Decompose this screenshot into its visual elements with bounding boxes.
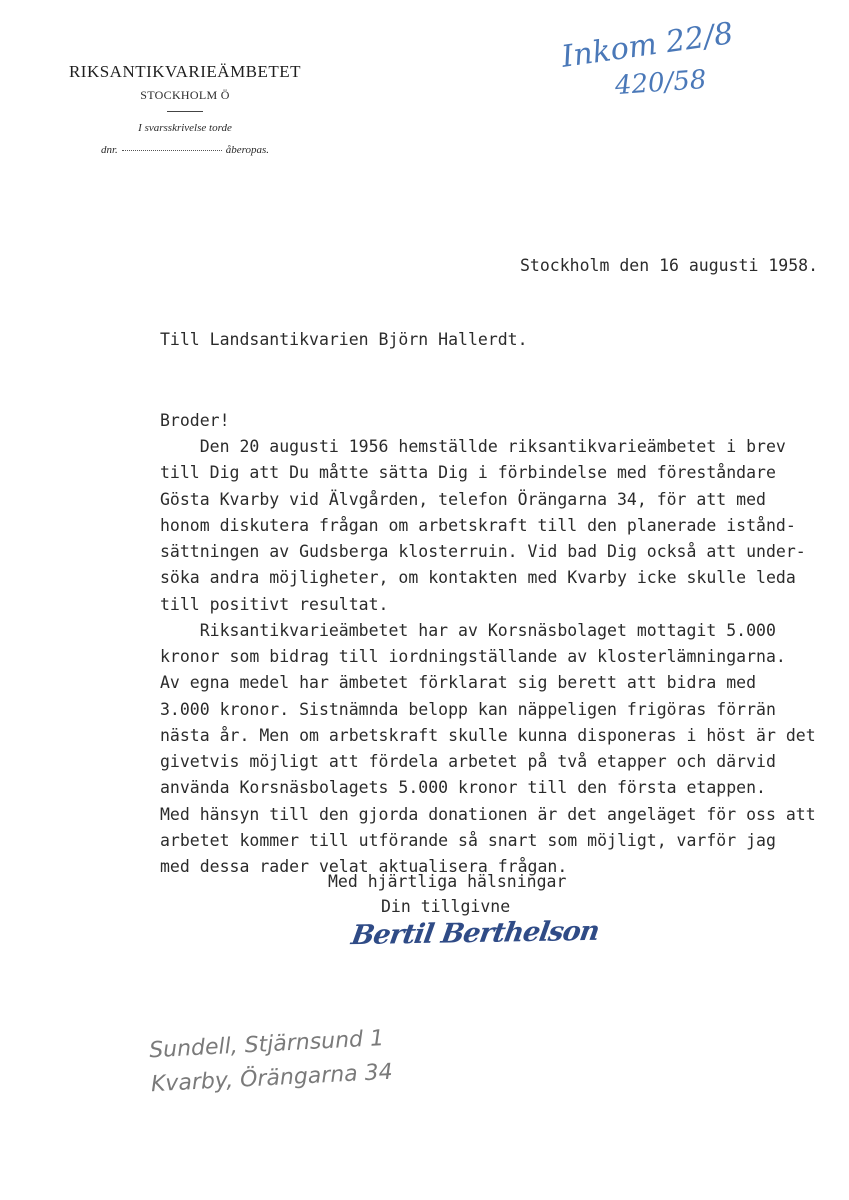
body-line: till Dig att Du måtte sätta Dig i förbindelse med föreståndare bbox=[160, 463, 776, 483]
reply-dnr-blank bbox=[122, 150, 222, 151]
pencil-note bbox=[148, 1022, 393, 1103]
body-line: honom diskutera frågan om arbetskraft till den planerade istånd- bbox=[160, 515, 796, 535]
reply-dnr-label: dnr. bbox=[100, 144, 118, 156]
pencil-note-line: Kvarby, Örängarna 34 bbox=[150, 1059, 394, 1098]
letterhead-city: STOCKHOLM Ö bbox=[140, 88, 230, 102]
letter-body bbox=[160, 434, 816, 880]
body-line: nästa år. Men om arbetskraft skulle kunna disponeras i höst är det bbox=[160, 725, 816, 745]
received-stamp-number: 420/58 bbox=[614, 64, 708, 102]
body-line: givetvis möjligt att fördela arbetet på två etapper och därvid bbox=[160, 752, 776, 771]
signature: Bertil Berthelson bbox=[349, 915, 602, 952]
body-line: med dessa rader velat aktualisera frågan. bbox=[160, 857, 568, 876]
letter-closing-sign-off: Din tillgivne bbox=[381, 897, 511, 916]
body-line: Av egna medel har ämbetet förklarat sig berett att bidra med bbox=[160, 673, 757, 693]
letter-salutation: Broder! bbox=[160, 411, 230, 430]
letter-recipient: Till Landsantikvarien Björn Hallerdt. bbox=[160, 330, 528, 349]
letter-closing: Med hjärtliga hälsningar bbox=[328, 872, 567, 891]
body-line: 3.000 kronor. Sistnämnda belopp kan näppeligen frigöras förrän bbox=[160, 699, 776, 719]
pencil-note-line: Sundell, Stjärnsund 1 bbox=[148, 1026, 385, 1064]
body-line: söka andra möjligheter, om kontakten med Kvarby icke skulle leda bbox=[160, 568, 796, 588]
received-stamp bbox=[525, 16, 736, 108]
body-line: använda Korsnäsbolagets 5.000 kronor till den första etappen. bbox=[160, 778, 766, 798]
body-line: arbetet kommer till utförande så snart som möjligt, varför jag bbox=[160, 830, 776, 850]
letterhead-divider bbox=[167, 111, 203, 112]
received-stamp-date: Inkom 22/8 bbox=[559, 16, 736, 75]
body-line: kronor som bidrag till iordningställande av klosterlämningarna. bbox=[160, 647, 786, 666]
body-line: till positivt resultat. bbox=[160, 594, 389, 614]
reply-reference-line bbox=[40, 144, 330, 156]
body-line: Med hänsyn till den gjorda donationen är det angeläget för oss att bbox=[160, 804, 816, 824]
body-line: Gösta Kvarby vid Älvgården, telefon Örängarna 34, för att med bbox=[160, 489, 766, 509]
body-line: Riksantikvarieämbetet har av Korsnäsbolaget mottagit 5.000 bbox=[160, 620, 776, 640]
body-line: Den 20 augusti 1956 hemställde riksantikvarieämbetet i brev bbox=[160, 437, 786, 456]
body-line: sättningen av Gudsberga klosterruin. Vid bad Dig också att under- bbox=[160, 542, 806, 561]
letter-date: Stockholm den 16 augusti 1958. bbox=[520, 256, 819, 275]
letterhead-organization: RIKSANTIKVARIEÄMBETET bbox=[68, 62, 302, 81]
reply-instruction: I svarsskrivelse torde bbox=[138, 122, 232, 134]
reply-aberopas-label: åberopas. bbox=[225, 144, 270, 156]
letterhead bbox=[40, 62, 330, 156]
